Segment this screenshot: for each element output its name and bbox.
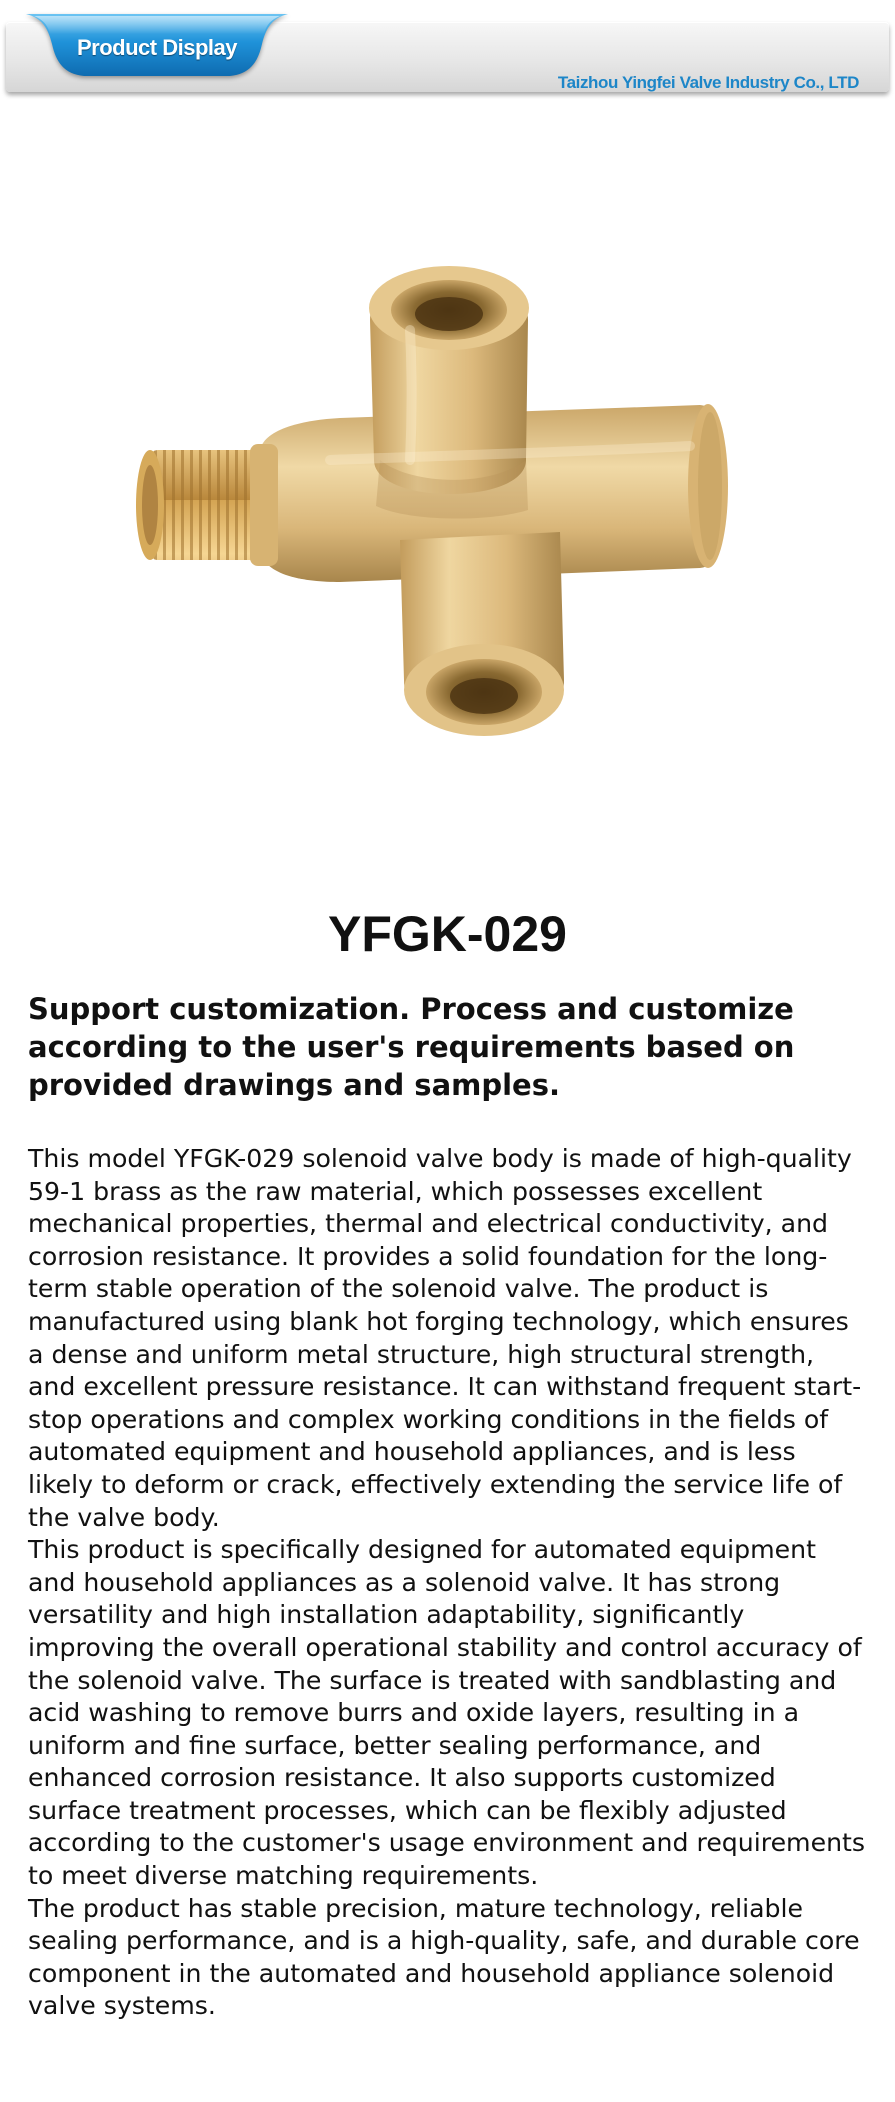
- brass-cross-fitting-image: [130, 260, 790, 780]
- description-paragraph-3: The product has stable precision, mature technology, reliable sealing performance, and is a high-quality, safe, and durable core component in the automated and household appliance solenoid valve systems.: [28, 1893, 860, 2021]
- description-paragraph-2: This product is specifically designed for automated equipment and household appliances as a solenoid valve. It has strong versatility and high installation adaptability, significantly improving the overall operational stability and control accuracy of the solenoid valve. The surface is treated with sandblasting and acid washing to remove burrs and oxide layers, resulting in a uniform and fine surface, better sealing performance, and enhanced corrosion resistance. It also supports customized surface treatment processes, which can be flexibly adjusted according to the customer's usage environment and requirements to meet diverse matching requirements.: [28, 1535, 866, 1891]
- customization-heading: Support customization. Process and customize according to the user's requirements based on provided drawings and samples.: [28, 992, 795, 1102]
- tab-label: Product Display: [77, 35, 237, 60]
- model-title: YFGK-029: [328, 906, 567, 962]
- product-description: [28, 1143, 868, 2023]
- product-image: [130, 260, 790, 780]
- company-name: Taizhou Yingfei Valve Industry Co., LTD: [557, 73, 859, 92]
- description-paragraph-1: This model YFGK-029 solenoid valve body is made of high-quality 59-1 brass as the raw material, which possesses excellent mechanical properties, thermal and electrical conductivity, and corrosion resistance. It provides a solid foundation for the long-term stable operation of the solenoid valve. The product is manufactured using blank hot forging technology, which ensures a dense and uniform metal structure, high structural strength, and excellent pressure resistance. It can withstand frequent start-stop operations and complex working conditions in the fields of automated equipment and household appliances, and is less likely to deform or crack, effectively extending the service life of the valve body.: [28, 1144, 862, 1532]
- product-display-tab[interactable]: [26, 14, 288, 80]
